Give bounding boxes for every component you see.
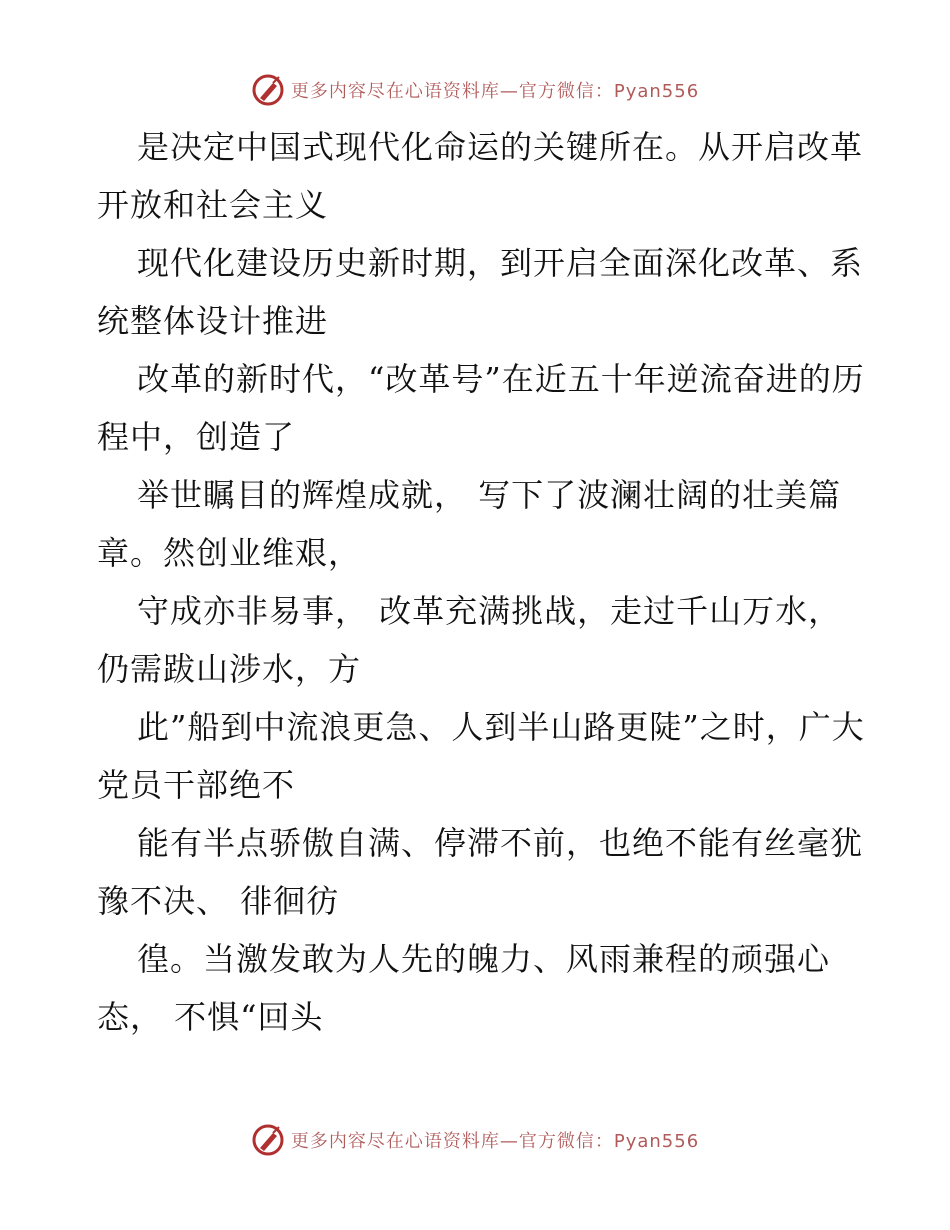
paragraph: 现代化建设历史新时期，到开启全面深化改革、系统整体设计推进 — [97, 244, 864, 340]
paragraph: 改革的新时代，“改革号”在近五十年逆流奋进的历程中，创造了 — [97, 360, 865, 456]
paragraph: 能有半点骄傲自满、停滞不前，也绝不能有丝毫犹豫不决、 徘徊彷 — [97, 824, 864, 920]
footer-banner-text: 更多内容尽在心语资料库—官方微信：Pyan556 — [290, 1131, 700, 1152]
pen-logo-icon — [251, 1123, 285, 1157]
paragraph: 徨。当激发敢为人先的魄力、风雨兼程的顽强心态， 不惧“回头 — [97, 940, 831, 1036]
paragraph: 此”船到中流浪更急、人到半山路更陡”之时，广大党员干部绝不 — [97, 708, 865, 804]
document-body — [97, 118, 867, 1046]
paragraph: 守成亦非易事， 改革充满挑战，走过千山万水，仍需跋山涉水，方 — [97, 592, 842, 688]
paragraph: 举世瞩目的辉煌成就， 写下了波澜壮阔的壮美篇章。然创业维艰， — [97, 476, 842, 572]
header-banner-text: 更多内容尽在心语资料库—官方微信：Pyan556 — [290, 81, 700, 102]
paragraph: 是决定中国式现代化命运的关键所在。从开启改革开放和社会主义 — [97, 128, 864, 224]
header-banner — [0, 70, 950, 110]
footer-banner — [0, 1120, 950, 1160]
pen-logo-icon — [251, 73, 285, 107]
